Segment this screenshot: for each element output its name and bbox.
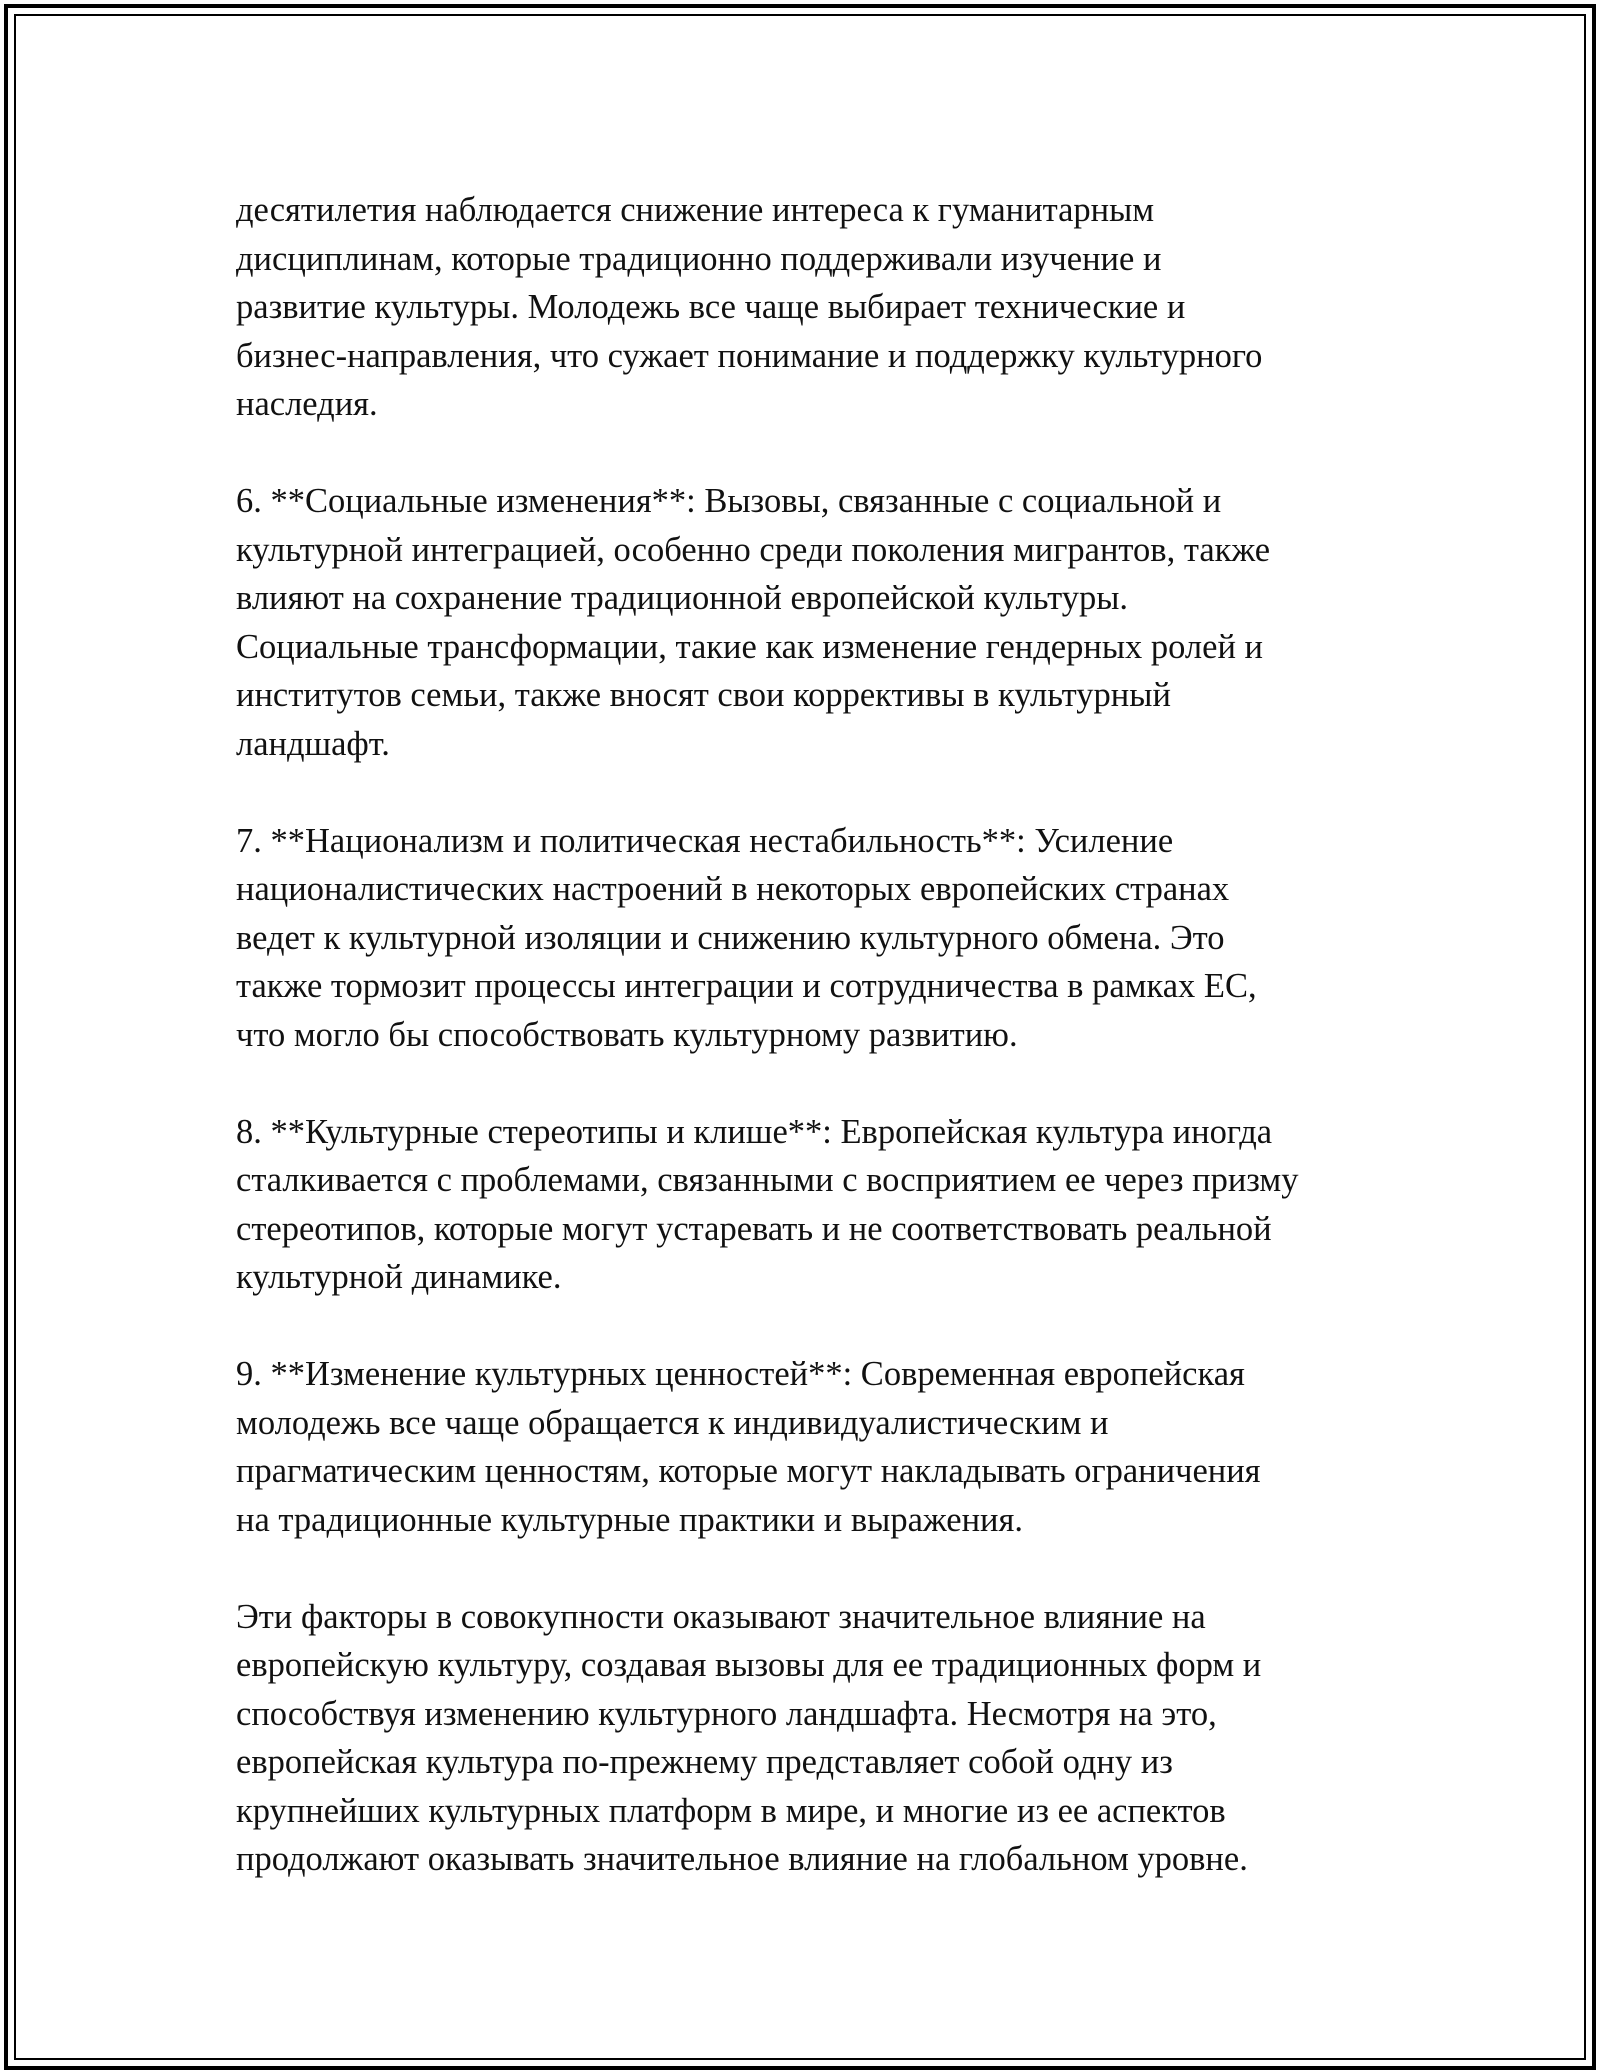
paragraph-item-6: 6. **Социальные изменения**: Вызовы, связанные с социальной и культурной интеграцией, особенно среди поколения мигрантов, также влияют на сохранение традиционной европейской культуры. Социальные трансформации, такие как изменение гендерных ролей и институтов семьи, также вносят свои коррективы в культурный ландшафт. bbox=[236, 482, 1271, 763]
paragraph-item-9: 9. **Изменение культурных ценностей**: Современная европейская молодежь все чаще обращается к индивидуалистическим и прагматическим ценностям, которые могут накладывать ограничения на традиционные культурные практики и выражения. bbox=[236, 1355, 1261, 1539]
paragraph-item-7: 7. **Национализм и политическая нестабильность**: Усиление националистических настроений в некоторых европейских странах ведет к культурной изоляции и снижению культурного обмена. Это также тормозит процессы интеграции и сотрудничества в рамках ЕС, что могло бы способствовать культурному развитию. bbox=[236, 821, 1257, 1054]
paragraph-continuation: десятилетия наблюдается снижение интереса к гуманитарным дисциплинам, которые традиционно поддерживали изучение и развитие культуры. Молодежь все чаще выбирает технические и бизнес-направления, что сужает понимание и поддержку культурного наследия. bbox=[236, 191, 1263, 423]
paragraph-item-8: 8. **Культурные стереотипы и клише**: Европейская культура иногда сталкивается с проблемами, связанными с восприятием ее через призму стереотипов, которые могут устаревать и не соответствовать реальной культурной динамике. bbox=[236, 1112, 1299, 1296]
paragraph-conclusion: Эти факторы в совокупности оказывают значительное влияние на европейскую культуру, создавая вызовы для ее традиционных форм и способствуя изменению культурного ландшафта. Несмотря на это, европейская культура по-прежнему представляет собой одну из крупнейших культурных платформ в мире, и многие из ее аспектов продолжают оказывать значительное влияние на глобальном уровне. bbox=[236, 1597, 1262, 1878]
document-body bbox=[236, 186, 1376, 1932]
